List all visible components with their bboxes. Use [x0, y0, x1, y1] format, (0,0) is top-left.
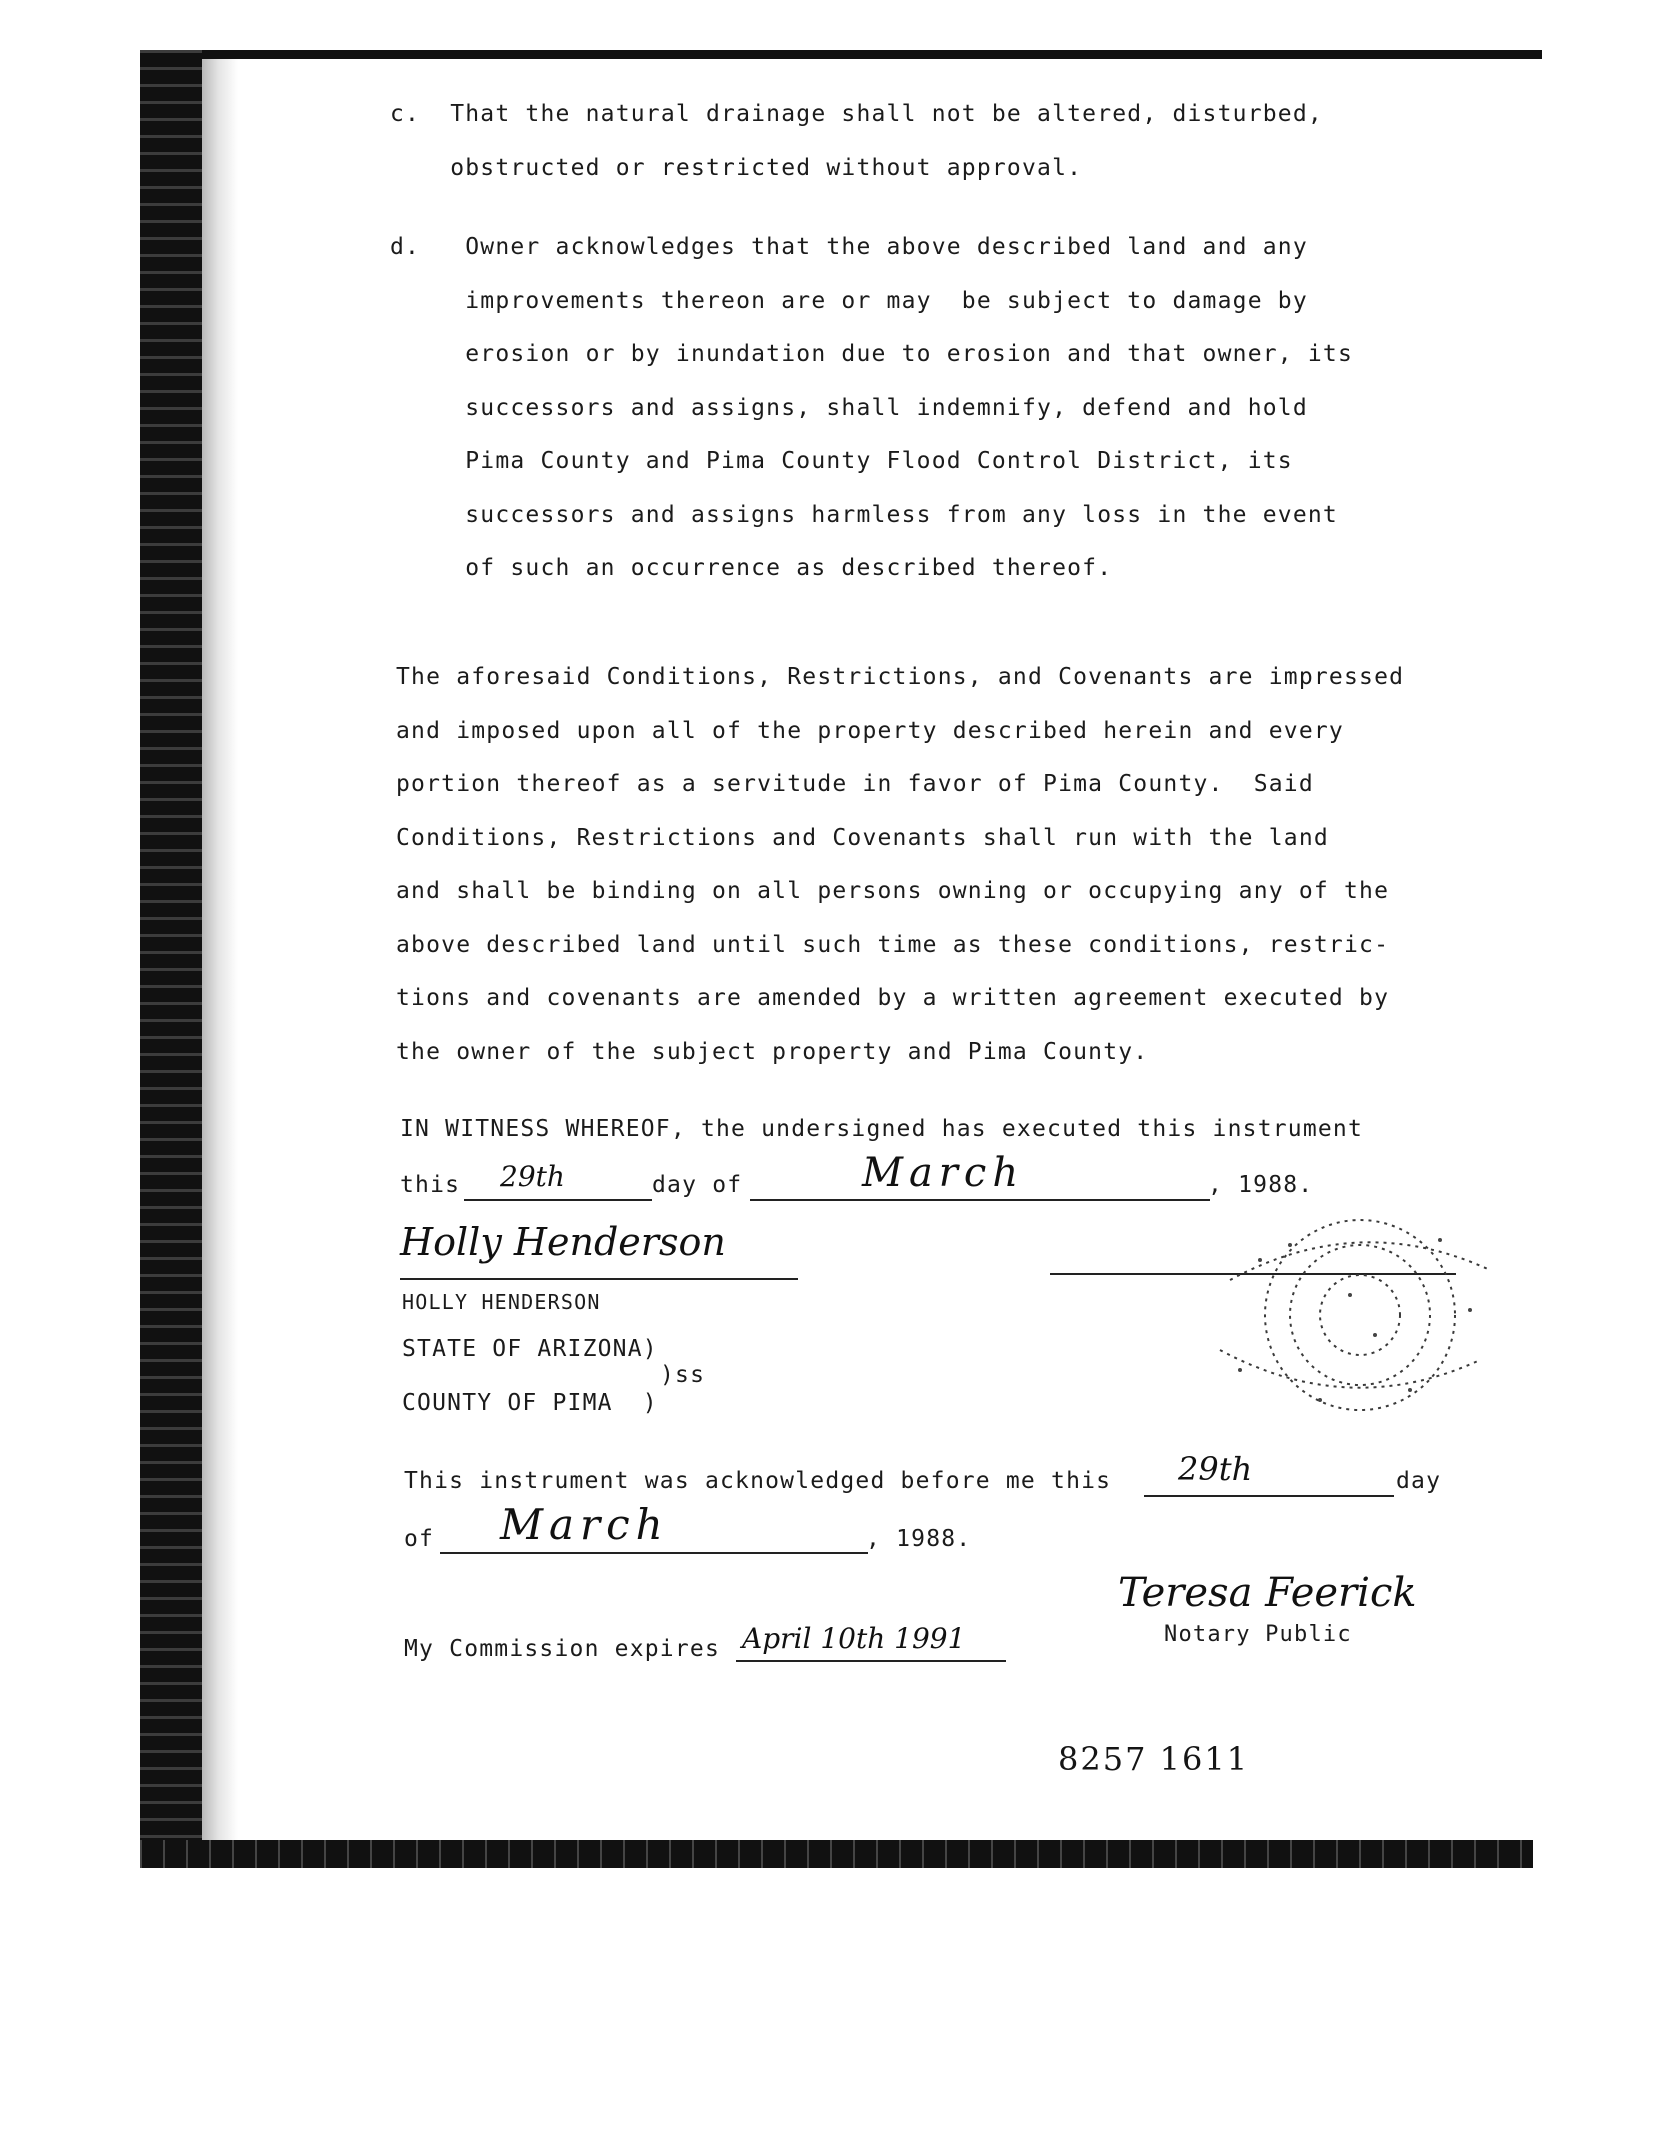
- clause-c: [390, 88, 1323, 195]
- witness-month-handwritten: March: [862, 1150, 1025, 1196]
- paragraph-line: tions and covenants are amended by a written agreement executed by: [396, 985, 1390, 1011]
- document-number: 8257 1611: [1058, 1740, 1250, 1778]
- acknowledgment-day-handwritten: 29th: [1178, 1450, 1253, 1488]
- notary-signature: Teresa Feerick: [1118, 1570, 1417, 1616]
- paragraph-line: and imposed upon all of the property described herein and every: [396, 717, 1344, 744]
- scan-shadow: [202, 50, 238, 1865]
- witness-year: , 1988.: [1208, 1172, 1314, 1198]
- covenants-paragraph: [396, 651, 1404, 1079]
- signer-signature-line: [400, 1278, 798, 1280]
- acknowledgment-month-handwritten: March: [500, 1500, 669, 1549]
- notary-public-title: Notary Public: [1164, 1622, 1352, 1647]
- signer-name: HOLLY HENDERSON: [402, 1290, 601, 1314]
- paragraph-line: Conditions, Restrictions and Covenants shall run with the land: [396, 824, 1329, 851]
- witness-this-label: this: [400, 1172, 461, 1198]
- commission-label: My Commission expires: [404, 1636, 720, 1662]
- signer-signature: Holly Henderson: [400, 1220, 726, 1264]
- clause-d-line: erosion or by inundation due to erosion and that owner, its: [390, 341, 1354, 367]
- acknowledgment-day-suffix: day: [1396, 1468, 1442, 1494]
- commission-expiry-handwritten: April 10th 1991: [742, 1622, 966, 1655]
- clause-d-line: successors and assigns harmless from any loss in the event: [390, 501, 1338, 528]
- venue-ss: )ss: [660, 1362, 706, 1388]
- paragraph-line: above described land until such time as these conditions, restric-: [396, 931, 1390, 958]
- clause-d-line: improvements thereon are or may be subject to damage by: [390, 287, 1308, 314]
- paragraph-line: portion thereof as a servitude in favor of Pima County. Said: [396, 771, 1314, 797]
- acknowledgment-of-label: of: [404, 1526, 435, 1552]
- witness-statement: IN WITNESS WHEREOF, the undersigned has executed this instrument: [400, 1116, 1364, 1142]
- clause-d-line: successors and assigns, shall indemnify, defend and hold: [390, 394, 1308, 421]
- clause-c-line: obstructed or restricted without approval.: [390, 154, 1083, 181]
- clause-c-line: c. That the natural drainage shall not be altered, disturbed,: [390, 101, 1323, 127]
- paragraph-line: and shall be binding on all persons owning or occupying any of the: [396, 878, 1390, 904]
- notary-seal-stamp: [1200, 1200, 1500, 1430]
- clause-d-line: of such an occurrence as described thereof.: [390, 555, 1113, 581]
- venue-state: STATE OF ARIZONA): [402, 1336, 658, 1362]
- clause-d-line: Pima County and Pima County Flood Control District, its: [390, 448, 1293, 474]
- paragraph-line: the owner of the subject property and Pima County.: [396, 1038, 1149, 1065]
- venue-county: COUNTY OF PIMA ): [402, 1390, 658, 1416]
- witness-day-of-label: day of: [652, 1172, 743, 1198]
- witness-day-line: [464, 1199, 652, 1201]
- acknowledgment-statement: This instrument was acknowledged before me this: [404, 1468, 1112, 1494]
- scan-border-top: [202, 50, 1542, 59]
- clause-d: [390, 221, 1353, 596]
- scan-border-bottom: [140, 1840, 1533, 1868]
- scan-border-left: [140, 50, 202, 1865]
- commission-line: [736, 1660, 1006, 1662]
- clause-d-line: d. Owner acknowledges that the above described land and any: [390, 234, 1308, 260]
- witness-day-handwritten: 29th: [500, 1160, 565, 1193]
- acknowledgment-day-line: [1144, 1495, 1394, 1497]
- acknowledgment-year: , 1988.: [866, 1526, 972, 1552]
- witness-month-line: [750, 1199, 1210, 1201]
- acknowledgment-month-line: [440, 1552, 868, 1554]
- paragraph-line: The aforesaid Conditions, Restrictions, and Covenants are impressed: [396, 664, 1405, 690]
